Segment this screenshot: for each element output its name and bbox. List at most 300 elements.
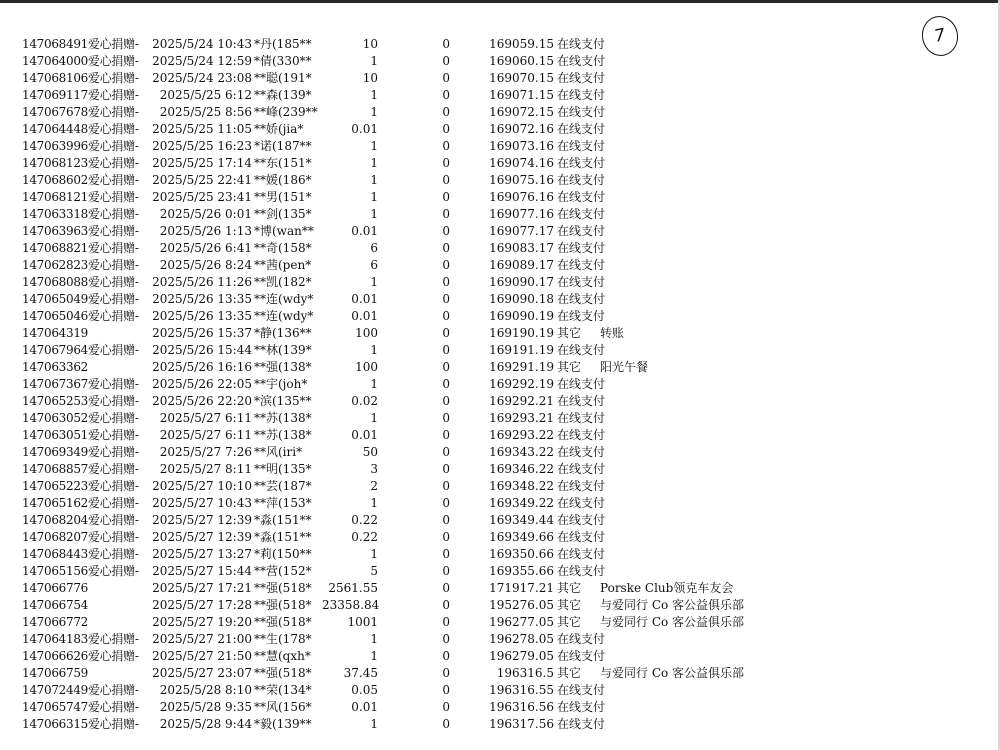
donation-datetime: 2025/5/28 8:10	[159, 683, 252, 697]
payment-channel: 在线支付	[557, 190, 606, 204]
donation-datetime: 2025/5/24 10:43	[152, 37, 252, 51]
donation-id: 147068204爱心捐赠-	[22, 513, 139, 527]
ledger-row	[22, 529, 982, 546]
donation-datetime: 2025/5/27 6:11	[159, 411, 252, 425]
donation-amount: 0.01	[351, 309, 378, 323]
donation-datetime: 2025/5/25 11:05	[152, 122, 252, 136]
donor-name: **强(518*	[254, 615, 312, 629]
payment-channel: 在线支付	[557, 37, 606, 51]
running-balance: 169346.22	[489, 462, 554, 476]
payment-channel: 在线支付	[557, 428, 606, 442]
payment-channel: 在线支付	[557, 496, 606, 510]
ledger-row	[22, 631, 982, 648]
ledger-row	[22, 325, 982, 342]
ledger-row	[22, 495, 982, 512]
running-balance: 196278.05	[489, 632, 554, 646]
donation-amount: 1	[370, 496, 378, 510]
ledger-row	[22, 274, 982, 291]
ledger-row	[22, 393, 982, 410]
payment-channel: 其它	[557, 598, 582, 612]
fee-amount: 0	[442, 666, 450, 680]
running-balance: 171917.21	[489, 581, 554, 595]
donor-name: *毅(139**	[254, 717, 312, 731]
ledger-row	[22, 699, 982, 716]
running-balance: 169349.66	[489, 530, 554, 544]
donor-name: **营(152*	[254, 564, 312, 578]
running-balance: 169075.16	[489, 173, 554, 187]
ledger-row	[22, 546, 982, 563]
ledger-row	[22, 376, 982, 393]
donor-name: **强(518*	[254, 666, 312, 680]
running-balance: 169070.15	[489, 71, 554, 85]
ledger-row	[22, 240, 982, 257]
fee-amount: 0	[442, 37, 450, 51]
payment-channel: 在线支付	[557, 139, 606, 153]
fee-amount: 0	[442, 292, 450, 306]
ledger-row	[22, 597, 982, 614]
donor-name: **娇(jia*	[254, 122, 304, 136]
donation-amount: 1	[370, 54, 378, 68]
ledger-row	[22, 461, 982, 478]
running-balance: 169343.22	[489, 445, 554, 459]
donation-id: 147063052爱心捐赠-	[22, 411, 139, 425]
payment-channel: 在线支付	[557, 632, 606, 646]
donation-id: 147063996爱心捐赠-	[22, 139, 139, 153]
payment-channel: 其它	[557, 326, 582, 340]
donation-id: 147065046爱心捐赠-	[22, 309, 139, 323]
donation-amount: 1	[370, 173, 378, 187]
donation-datetime: 2025/5/26 13:35	[152, 292, 252, 306]
payment-channel: 在线支付	[557, 717, 606, 731]
running-balance: 169071.15	[489, 88, 554, 102]
fee-amount: 0	[442, 275, 450, 289]
donation-amount: 0.22	[351, 513, 378, 527]
donation-datetime: 2025/5/26 22:20	[152, 394, 252, 408]
donor-name: **男(151*	[254, 190, 312, 204]
donation-amount: 1	[370, 632, 378, 646]
donation-id: 147062823爱心捐赠-	[22, 258, 139, 272]
donation-id: 147065223爱心捐赠-	[22, 479, 139, 493]
ledger-row	[22, 70, 982, 87]
donation-amount: 1	[370, 649, 378, 663]
donation-id: 147063963爱心捐赠-	[22, 224, 139, 238]
fee-amount: 0	[442, 326, 450, 340]
donation-datetime: 2025/5/25 8:56	[159, 105, 252, 119]
running-balance: 169076.16	[489, 190, 554, 204]
payment-channel: 在线支付	[557, 258, 606, 272]
donation-id: 147067964爱心捐赠-	[22, 343, 139, 357]
donation-datetime: 2025/5/24 12:59	[152, 54, 252, 68]
fee-amount: 0	[442, 207, 450, 221]
donation-amount: 1	[370, 88, 378, 102]
scan-edge-top	[0, 0, 1000, 3]
donation-id: 147068207爱心捐赠-	[22, 530, 139, 544]
running-balance: 169090.18	[489, 292, 554, 306]
donation-amount: 0.01	[351, 428, 378, 442]
donation-datetime: 2025/5/27 15:44	[152, 564, 252, 578]
donor-name: **强(518*	[254, 598, 312, 612]
fee-amount: 0	[442, 54, 450, 68]
ledger-row	[22, 478, 982, 495]
donation-amount: 0.01	[351, 700, 378, 714]
donation-amount: 1	[370, 139, 378, 153]
donation-amount: 6	[370, 258, 378, 272]
payment-channel: 其它	[557, 360, 582, 374]
donor-name: *莉(150**	[254, 547, 312, 561]
fee-amount: 0	[442, 394, 450, 408]
payment-channel: 在线支付	[557, 122, 606, 136]
donation-id: 147066315爱心捐赠-	[22, 717, 139, 731]
ledger-row	[22, 206, 982, 223]
donation-id: 147068821爱心捐赠-	[22, 241, 139, 255]
donor-name: **媛(186*	[254, 173, 312, 187]
fee-amount: 0	[442, 122, 450, 136]
donation-amount: 2	[370, 479, 378, 493]
donation-id: 147064183爱心捐赠-	[22, 632, 139, 646]
donation-id: 147065156爱心捐赠-	[22, 564, 139, 578]
donor-name: **林(139*	[254, 343, 312, 357]
ledger-row	[22, 359, 982, 376]
fee-amount: 0	[442, 598, 450, 612]
donor-name: **明(135*	[254, 462, 312, 476]
donation-datetime: 2025/5/24 23:08	[152, 71, 252, 85]
ledger-row	[22, 291, 982, 308]
running-balance: 169191.19	[489, 343, 554, 357]
fee-amount: 0	[442, 530, 450, 544]
donation-id: 147068088爱心捐赠-	[22, 275, 139, 289]
donation-datetime: 2025/5/27 17:21	[152, 581, 252, 595]
donation-amount: 1	[370, 190, 378, 204]
donation-datetime: 2025/5/26 15:37	[152, 326, 252, 340]
payment-channel: 其它	[557, 581, 582, 595]
donor-name: *静(136**	[254, 326, 312, 340]
donation-datetime: 2025/5/27 10:10	[152, 479, 252, 493]
donation-id: 147065162爱心捐赠-	[22, 496, 139, 510]
donation-datetime: 2025/5/26 6:41	[159, 241, 252, 255]
donation-datetime: 2025/5/25 16:23	[152, 139, 252, 153]
ledger-row	[22, 155, 982, 172]
fee-amount: 0	[442, 683, 450, 697]
donor-name: *博(wan**	[254, 224, 314, 238]
payment-channel: 在线支付	[557, 241, 606, 255]
donation-amount: 23358.84	[322, 598, 380, 612]
fee-amount: 0	[442, 156, 450, 170]
donor-name: **峰(239**	[254, 105, 318, 119]
fee-amount: 0	[442, 173, 450, 187]
fee-amount: 0	[442, 241, 450, 255]
donor-name: **森(139*	[254, 88, 312, 102]
donation-id: 147067367爱心捐赠-	[22, 377, 139, 391]
donation-amount: 50	[362, 445, 378, 459]
donation-datetime: 2025/5/26 8:24	[159, 258, 252, 272]
running-balance: 169077.16	[489, 207, 554, 221]
running-balance: 169059.15	[489, 37, 554, 51]
donation-datetime: 2025/5/26 0:01	[159, 207, 252, 221]
donation-amount: 0.05	[351, 683, 378, 697]
payment-channel: 在线支付	[557, 343, 606, 357]
donor-name: **聪(191*	[254, 71, 312, 85]
running-balance: 196277.05	[489, 615, 554, 629]
fee-amount: 0	[442, 717, 450, 731]
donation-datetime: 2025/5/26 15:44	[152, 343, 252, 357]
donation-amount: 5	[370, 564, 378, 578]
running-balance: 196316.56	[489, 700, 554, 714]
ledger-row	[22, 121, 982, 138]
donation-datetime: 2025/5/27 19:20	[152, 615, 252, 629]
fee-amount: 0	[442, 581, 450, 595]
ledger-row	[22, 104, 982, 121]
donor-name: **慧(qxh*	[254, 649, 311, 663]
donation-id: 147068106爱心捐赠-	[22, 71, 139, 85]
donor-name: **苏(138*	[254, 428, 312, 442]
running-balance: 195276.05	[489, 598, 554, 612]
donation-amount: 1	[370, 343, 378, 357]
donation-id: 147066754	[22, 598, 89, 612]
donation-datetime: 2025/5/26 1:13	[159, 224, 252, 238]
payment-channel: 在线支付	[557, 309, 606, 323]
donor-name: **连(wdy*	[254, 292, 314, 306]
payment-channel: 在线支付	[557, 530, 606, 544]
donation-datetime: 2025/5/27 12:39	[152, 530, 252, 544]
fee-amount: 0	[442, 343, 450, 357]
payment-channel: 在线支付	[557, 649, 606, 663]
fee-amount: 0	[442, 496, 450, 510]
running-balance: 169090.17	[489, 275, 554, 289]
donation-ledger	[22, 36, 982, 733]
donation-id: 147072449爱心捐赠-	[22, 683, 139, 697]
donation-datetime: 2025/5/27 6:11	[159, 428, 252, 442]
donation-datetime: 2025/5/27 12:39	[152, 513, 252, 527]
donation-amount: 0.01	[351, 224, 378, 238]
payment-channel: 在线支付	[557, 411, 606, 425]
donor-name: **风(iri*	[254, 445, 303, 459]
donation-id: 147068443爱心捐赠-	[22, 547, 139, 561]
fee-amount: 0	[442, 139, 450, 153]
donation-amount: 1	[370, 411, 378, 425]
fee-amount: 0	[442, 632, 450, 646]
donation-id: 147068123爱心捐赠-	[22, 156, 139, 170]
donation-amount: 2561.55	[328, 581, 378, 595]
donor-name: **剑(135*	[254, 207, 312, 221]
donor-name: *淼(151**	[254, 513, 312, 527]
fee-amount: 0	[442, 615, 450, 629]
fee-amount: 0	[442, 428, 450, 442]
donation-id: 147066626爱心捐赠-	[22, 649, 139, 663]
donor-name: **芸(187*	[254, 479, 312, 493]
donation-amount: 1	[370, 717, 378, 731]
fee-amount: 0	[442, 513, 450, 527]
donation-datetime: 2025/5/27 10:43	[152, 496, 252, 510]
fee-amount: 0	[442, 105, 450, 119]
donation-id: 147067678爱心捐赠-	[22, 105, 139, 119]
donation-id: 147064000爱心捐赠-	[22, 54, 139, 68]
donation-id: 147068857爱心捐赠-	[22, 462, 139, 476]
donation-note: 与爱同行 Co 客公益俱乐部	[600, 615, 745, 629]
donation-note: Porske Club领克车友会	[600, 581, 734, 595]
ledger-row	[22, 36, 982, 53]
fee-amount: 0	[442, 564, 450, 578]
donation-amount: 0.01	[351, 292, 378, 306]
fee-amount: 0	[442, 309, 450, 323]
donation-note: 与爱同行 Co 客公益俱乐部	[600, 666, 745, 680]
running-balance: 196317.56	[489, 717, 554, 731]
donation-datetime: 2025/5/26 16:16	[152, 360, 252, 374]
donation-datetime: 2025/5/25 17:14	[152, 156, 252, 170]
running-balance: 169077.17	[489, 224, 554, 238]
running-balance: 169073.16	[489, 139, 554, 153]
ledger-row	[22, 682, 982, 699]
running-balance: 196316.5	[496, 666, 554, 680]
donation-datetime: 2025/5/27 17:28	[152, 598, 252, 612]
ledger-row	[22, 172, 982, 189]
ledger-row	[22, 512, 982, 529]
running-balance: 169349.22	[489, 496, 554, 510]
donation-id: 147068491爱心捐赠-	[22, 37, 139, 51]
payment-channel: 在线支付	[557, 292, 606, 306]
running-balance: 169293.21	[489, 411, 554, 425]
donation-id: 147063362	[22, 360, 89, 374]
ledger-row	[22, 53, 982, 70]
donor-name: **强(518*	[254, 581, 312, 595]
fee-amount: 0	[442, 445, 450, 459]
donor-name: *倩(330**	[254, 54, 312, 68]
donation-datetime: 2025/5/27 13:27	[152, 547, 252, 561]
payment-channel: 在线支付	[557, 88, 606, 102]
donation-amount: 1001	[347, 615, 378, 629]
donation-datetime: 2025/5/26 22:05	[152, 377, 252, 391]
donor-name: **宇(joh*	[254, 377, 308, 391]
donation-datetime: 2025/5/25 22:41	[152, 173, 252, 187]
donation-amount: 0.22	[351, 530, 378, 544]
donation-id: 147064448爱心捐赠-	[22, 122, 139, 136]
donation-datetime: 2025/5/26 13:35	[152, 309, 252, 323]
donation-id: 147063318爱心捐赠-	[22, 207, 139, 221]
donor-name: *滨(135**	[254, 394, 312, 408]
donation-amount: 1	[370, 207, 378, 221]
payment-channel: 在线支付	[557, 462, 606, 476]
running-balance: 169355.66	[489, 564, 554, 578]
donation-datetime: 2025/5/27 21:00	[152, 632, 252, 646]
ledger-row	[22, 716, 982, 733]
fee-amount: 0	[442, 71, 450, 85]
page-number-text: 7	[932, 25, 948, 47]
payment-channel: 在线支付	[557, 479, 606, 493]
donation-amount: 37.45	[343, 666, 378, 680]
fee-amount: 0	[442, 479, 450, 493]
donation-amount: 1	[370, 547, 378, 561]
donation-datetime: 2025/5/25 6:12	[159, 88, 252, 102]
donation-datetime: 2025/5/25 23:41	[152, 190, 252, 204]
donation-id: 147065253爱心捐赠-	[22, 394, 139, 408]
payment-channel: 在线支付	[557, 173, 606, 187]
payment-channel: 在线支付	[557, 71, 606, 85]
ledger-row	[22, 87, 982, 104]
donation-amount: 10	[362, 71, 378, 85]
payment-channel: 在线支付	[557, 513, 606, 527]
fee-amount: 0	[442, 700, 450, 714]
ledger-row	[22, 342, 982, 359]
donation-id: 147069117爱心捐赠-	[22, 88, 139, 102]
payment-channel: 在线支付	[557, 207, 606, 221]
donation-amount: 1	[370, 105, 378, 119]
donor-name: **苏(138*	[254, 411, 312, 425]
donation-id: 147063051爱心捐赠-	[22, 428, 139, 442]
donation-amount: 1	[370, 156, 378, 170]
fee-amount: 0	[442, 190, 450, 204]
donation-id: 147068602爱心捐赠-	[22, 173, 139, 187]
ledger-row	[22, 189, 982, 206]
ledger-row	[22, 444, 982, 461]
donor-name: *诺(187**	[254, 139, 312, 153]
fee-amount: 0	[442, 411, 450, 425]
running-balance: 169350.66	[489, 547, 554, 561]
fee-amount: 0	[442, 88, 450, 102]
payment-channel: 在线支付	[557, 564, 606, 578]
donation-amount: 3	[370, 462, 378, 476]
running-balance: 169074.16	[489, 156, 554, 170]
donation-id: 147064319	[22, 326, 89, 340]
donation-datetime: 2025/5/27 8:11	[159, 462, 252, 476]
donation-amount: 1	[370, 377, 378, 391]
payment-channel: 在线支付	[557, 547, 606, 561]
fee-amount: 0	[442, 649, 450, 663]
donation-amount: 0.01	[351, 122, 378, 136]
payment-channel: 在线支付	[557, 377, 606, 391]
donation-datetime: 2025/5/26 11:26	[152, 275, 252, 289]
ledger-row	[22, 648, 982, 665]
running-balance: 169072.15	[489, 105, 554, 119]
donation-id: 147066759	[22, 666, 89, 680]
donor-name: **强(138*	[254, 360, 312, 374]
donor-name: **萍(153*	[254, 496, 312, 510]
donation-note: 与爱同行 Co 客公益俱乐部	[600, 598, 745, 612]
running-balance: 169089.17	[489, 258, 554, 272]
donor-name: **奇(158*	[254, 241, 312, 255]
payment-channel: 在线支付	[557, 54, 606, 68]
donation-id: 147066776	[22, 581, 89, 595]
payment-channel: 在线支付	[557, 700, 606, 714]
running-balance: 169293.22	[489, 428, 554, 442]
payment-channel: 其它	[557, 615, 582, 629]
ledger-row	[22, 138, 982, 155]
donation-datetime: 2025/5/27 7:26	[159, 445, 252, 459]
ledger-row	[22, 580, 982, 597]
ledger-row	[22, 614, 982, 631]
donation-datetime: 2025/5/27 23:07	[152, 666, 252, 680]
fee-amount: 0	[442, 360, 450, 374]
donation-datetime: 2025/5/28 9:44	[159, 717, 252, 731]
fee-amount: 0	[442, 258, 450, 272]
donor-name: **荣(134*	[254, 683, 312, 697]
donor-name: **风(156*	[254, 700, 312, 714]
donation-id: 147065049爱心捐赠-	[22, 292, 139, 306]
payment-channel: 在线支付	[557, 394, 606, 408]
donation-id: 147066772	[22, 615, 89, 629]
ledger-row	[22, 223, 982, 240]
donation-id: 147068121爱心捐赠-	[22, 190, 139, 204]
donation-amount: 1	[370, 275, 378, 289]
payment-channel: 在线支付	[557, 105, 606, 119]
ledger-row	[22, 427, 982, 444]
fee-amount: 0	[442, 462, 450, 476]
donation-id: 147065747爱心捐赠-	[22, 700, 139, 714]
fee-amount: 0	[442, 547, 450, 561]
donation-note: 阳光午餐	[600, 360, 649, 374]
running-balance: 169060.15	[489, 54, 554, 68]
donor-name: **东(151*	[254, 156, 312, 170]
running-balance: 196279.05	[489, 649, 554, 663]
running-balance: 169349.44	[489, 513, 554, 527]
